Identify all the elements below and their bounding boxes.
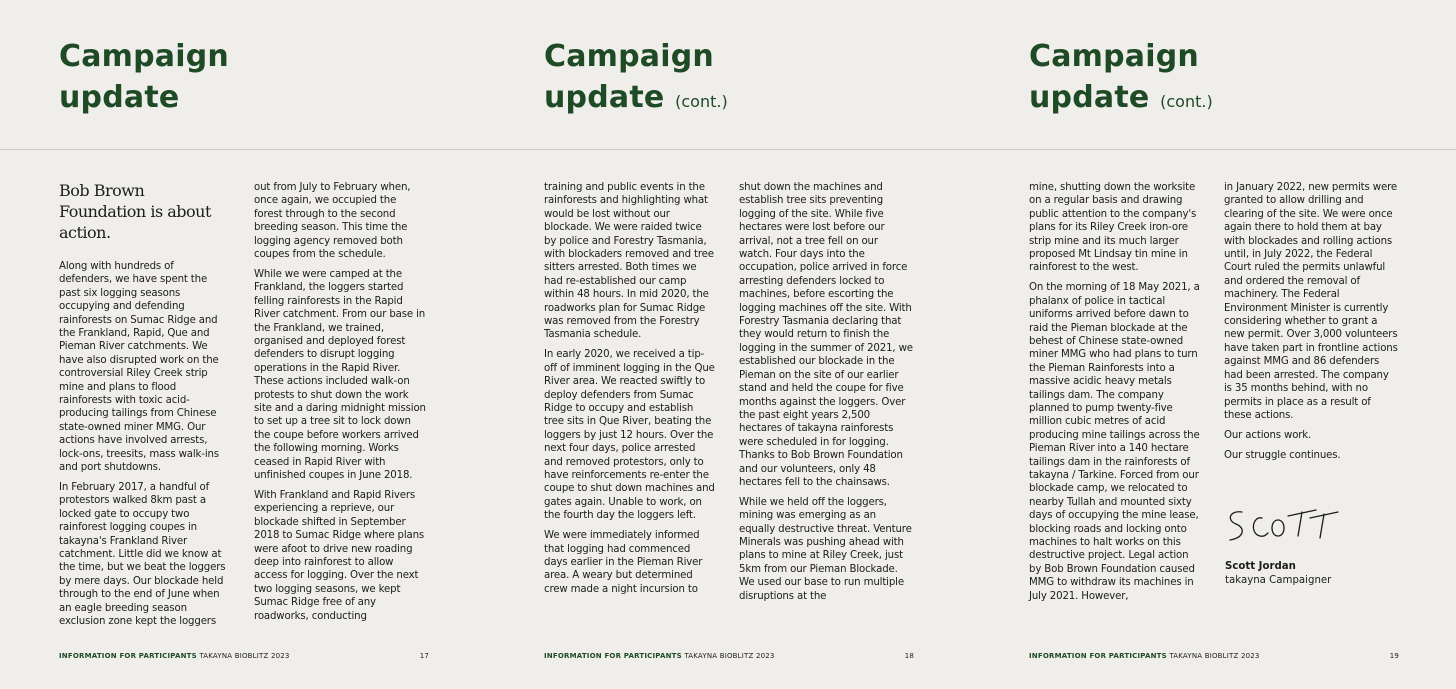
signer-name: Scott Jordan	[1225, 561, 1296, 572]
footer-text: TAKAYNA BIOBLITZ 2023	[199, 652, 290, 660]
signature-image	[1222, 500, 1342, 550]
page-number: 19	[1389, 652, 1399, 660]
paragraph: shut down the machines and establish tree sits preventing logging of the site. While five hectares were lost before our arrival, not a tree fell on our watch. Four days into the occupation, police arrived in force arresting defenders locked to machines, before escorting the logging machines off the site. With Forestry Tasmania declaring that they would return to finish the logging in the summer of 2021, we established our blockade in the Pieman on the site of our earlier stand and held the coupe for five months against the loggers. Over the past eight years 2,500 hectares of takayna rainforests were scheduled in for logging. Thanks to Bob Brown Foundation and our volunteers, only 48 hectares fell to the chainsaws.	[739, 182, 913, 488]
footer-label: INFORMATION FOR PARTICIPANTS	[59, 652, 197, 660]
title-line-2: update	[544, 80, 665, 115]
paragraph: In early 2020, we received a tip-off of imminent logging in the Que River area. We reacted swiftly to deploy defenders from Sumac Ridge to occupy and establish tree sits in Que River, beating the loggers by just 12 hours. Over the next four days, police arrested and removed protestors, only to have reinforcements re-enter the coupe to shut down machines and gates again. Unable to work, on the fourth day the loggers left.	[544, 349, 715, 522]
paragraph: training and public events in the rainforests and highlighting what would be lost without our blockade. We were raided twice by police and Forestry Tasmania, with blockaders removed and tree sitters arrested. Both times we had re-established our camp within 48 hours. In mid 2020, the roadworks plan for Sumac Ridge was removed from the Forestry Tasmania schedule.	[544, 182, 714, 341]
title-line-1: Campaign	[1029, 39, 1199, 74]
paragraph: In February 2017, a handful of protestors walked 8km past a locked gate to occupy two rainforest logging coupes in takayna's Frankland River catchment. Little did we know at the time, but we beat the loggers by mere days. Our blockade held through to the end of June when an eagle breeding season exclusion zone kept the loggers	[59, 482, 226, 628]
page-title	[1029, 36, 1213, 122]
text-column-2	[1224, 181, 1398, 469]
paragraph: Our struggle continues.	[1224, 449, 1341, 461]
page-title	[59, 36, 229, 118]
paragraph: We were immediately informed that logging had commenced days earlier in the Pieman River area. A weary but determined crew made a night incursion to	[544, 530, 703, 595]
title-continued: (cont.)	[675, 92, 728, 111]
page-title	[544, 36, 728, 122]
footer-19	[1029, 652, 1399, 660]
text-column-1	[1029, 181, 1203, 610]
paragraph: While we held off the loggers, mining was emerging as an equally destructive threat. Venture Minerals was pushing ahead with plans to mine at Riley Creek, just 5km from our Pieman Blockade. We used our base to run multiple disruptions at the	[739, 496, 912, 602]
title-line-2: update	[59, 80, 180, 115]
text-column-1	[544, 181, 716, 603]
page-number: 18	[904, 652, 914, 660]
page-19	[970, 0, 1455, 689]
footer-text: TAKAYNA BIOBLITZ 2023	[684, 652, 775, 660]
paragraph: On the morning of 18 May 2021, a phalanx of police in tactical uniforms arrived before dawn to raid the Pieman blockade at the behest of Chinese state-owned miner MMG who had plans to turn the Pieman Rainforests into a massive acidic heavy metals tailings dam. The company planned to pump twenty-five million cubic metres of acid producing mine tailings across the Pieman River into a 140 hectare tailings dam in the rainforests of takayna / Tarkine. Forced from our blockade camp, we relocated to nearby Tullah and mounted sixty days of occupying the mine lease, blocking roads and locking onto machines to halt works on this destructive project. Legal action by Bob Brown Foundation caused MMG to withdraw its machines in July 2021. However,	[1029, 282, 1200, 602]
page-18	[485, 0, 970, 689]
text-column-2	[739, 181, 913, 610]
paragraph: While we were camped at the Frankland, the loggers started felling rainforests in the Rapid River catchment. From our base in the Frankland, we trained, organised and deployed forest defenders to disrupt logging operations in the Rapid River. These actions included walk-on protests to shut down the work site and a daring midnight mission to set up a tree sit to lock down the coupe before workers arrived the following morning. Works ceased in Rapid River with unfinished coupes in June 2018.	[254, 268, 426, 482]
signer-role: takayna Campaigner	[1225, 574, 1332, 586]
paragraph: Our actions work.	[1224, 429, 1312, 441]
title-line-2: update	[1029, 80, 1150, 115]
footer-label: INFORMATION FOR PARTICIPANTS	[544, 652, 682, 660]
lead-statement: Bob Brown Foundation is about action.	[59, 181, 211, 242]
footer-label: INFORMATION FOR PARTICIPANTS	[1029, 652, 1167, 660]
footer-17	[59, 652, 429, 660]
title-continued: (cont.)	[1160, 92, 1213, 111]
footer-text: TAKAYNA BIOBLITZ 2023	[1169, 652, 1260, 660]
page-number: 17	[419, 652, 429, 660]
text-column-2	[254, 181, 426, 630]
signature-block	[1225, 560, 1331, 587]
paragraph: in January 2022, new permits were granted to allow drilling and clearing of the site. We were once again there to hold them at bay with blockades and rolling actions until, in July 2022, the Federal Court ruled the permits unlawful and ordered the removal of machinery. The Federal Environment Minister is currently considering whether to grant a new permit. Over 3,000 volunteers have taken part in frontline actions against MMG and 86 defenders had been arrested. The company is 35 months behind, with no permits in place as a result of these actions.	[1224, 182, 1398, 421]
title-line-1: Campaign	[544, 39, 714, 74]
paragraph: mine, shutting down the worksite on a regular basis and drawing public attention to the company's plans for its Riley Creek iron-ore strip mine and its much larger proposed Mt Lindsay tin mine in rainforest to the west.	[1029, 182, 1197, 274]
text-column-1	[59, 260, 229, 635]
footer-18	[544, 652, 914, 660]
paragraph: With Frankland and Rapid Rivers experiencing a reprieve, our blockade shifted in September 2018 to Sumac Ridge where plans were afoot to drive new roading deep into rainforest to allow access for logging. Over the next two logging seasons, we kept Sumac Ridge free of any roadworks, conducting	[254, 489, 425, 622]
paragraph: Along with hundreds of defenders, we have spent the past six logging seasons occupying and defending rainforests on Sumac Ridge and the Frankland, Rapid, Que and Pieman River catchments. We have also disrupted work on the controversial Riley Creek strip mine and plans to flood rainforests with toxic acid-producing tailings from Chinese state-owned miner MMG. Our actions have involved arrests, lock-ons, treesits, mass walk-ins and port shutdowns.	[59, 261, 219, 474]
title-line-1: Campaign	[59, 39, 229, 74]
paragraph: out from July to February when, once again, we occupied the forest through to the second breeding season. This time the logging agency removed both coupes from the schedule.	[254, 182, 411, 261]
page-17	[0, 0, 485, 689]
